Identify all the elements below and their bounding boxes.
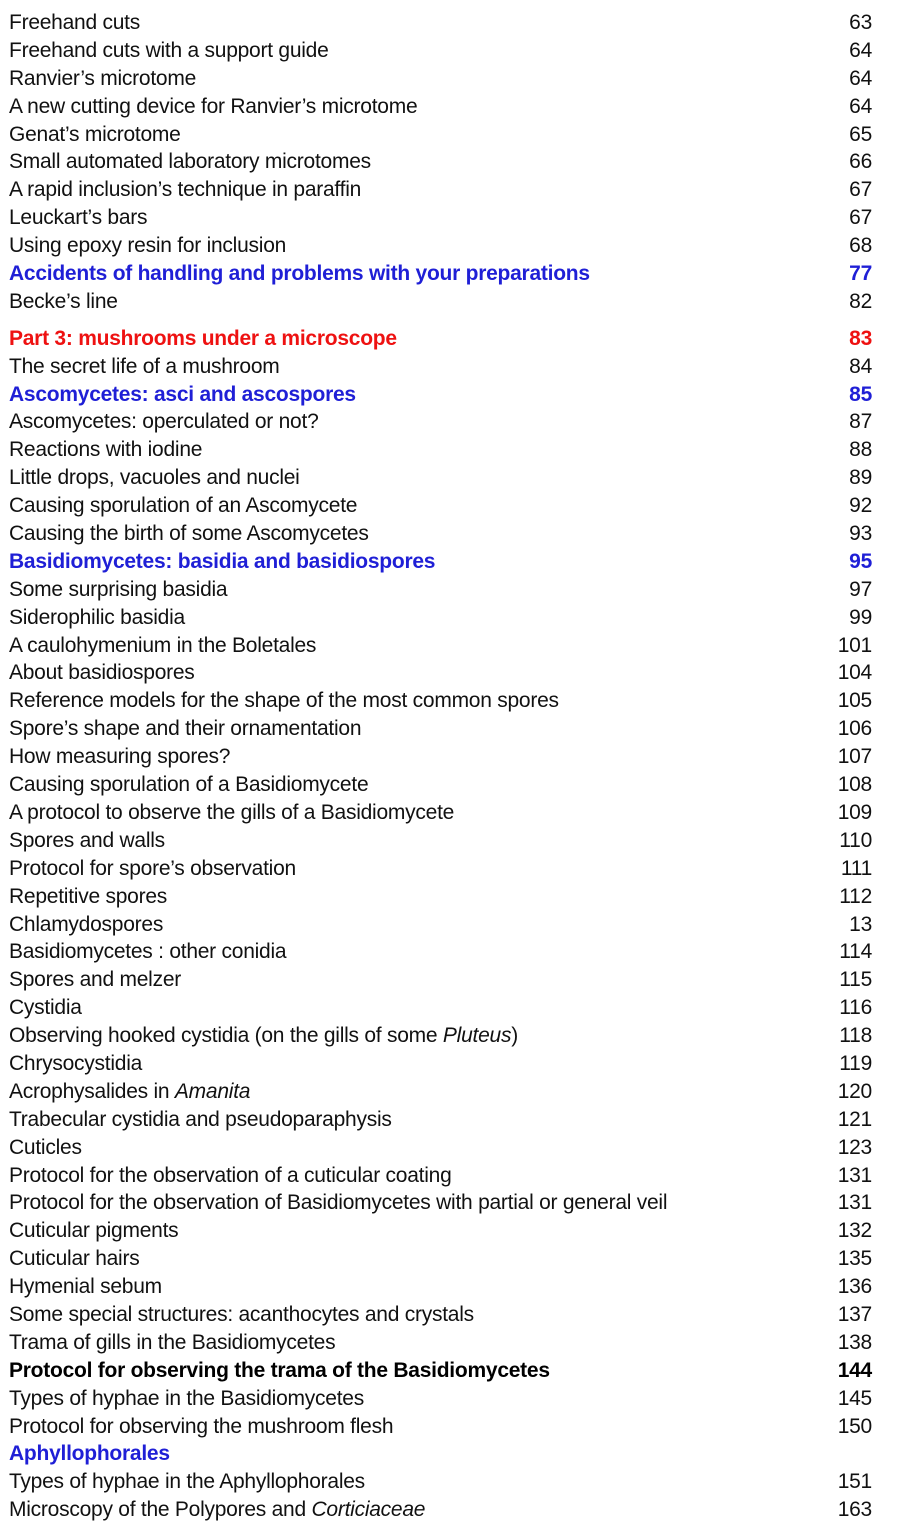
toc-entry-page: 85 — [849, 382, 872, 406]
toc-entry-page: 118 — [839, 1024, 872, 1048]
toc-entry-title-text: Leuckart’s bars — [9, 206, 148, 230]
toc-entry-page: 111 — [840, 856, 872, 880]
toc-entry — [9, 966, 872, 994]
toc-entry-title-text: Cuticular hairs — [9, 1247, 140, 1271]
toc-entry-title — [9, 1217, 178, 1245]
toc-entry — [9, 799, 872, 827]
toc-entry-title — [9, 464, 300, 492]
toc-entry — [9, 1078, 872, 1106]
toc-entry-title — [9, 1413, 393, 1441]
toc-entry-title-italic: Pluteus — [442, 1024, 512, 1048]
toc-entry — [9, 743, 872, 771]
toc-entry — [9, 576, 872, 604]
toc-entry-title-text: Types of hyphae in the Aphyllophorales — [9, 1470, 365, 1494]
toc-entry-title — [9, 1106, 392, 1134]
toc-entry-title-text: Repetitive spores — [9, 884, 167, 908]
toc-entry — [9, 1217, 872, 1245]
toc-entry-page: 89 — [849, 466, 872, 490]
toc-entry-title-text: Little drops, vacuoles and nuclei — [9, 466, 300, 490]
toc-entry-title — [9, 1022, 518, 1050]
toc-entry-title — [9, 1385, 364, 1413]
toc-entry — [9, 492, 872, 520]
toc-entry-page: 121 — [837, 1107, 872, 1131]
toc-entry-title-text: Ascomycetes: asci and ascospores — [9, 382, 356, 406]
toc-entry-page: 95 — [849, 549, 872, 573]
toc-entry-title-text: Reference models for the shape of the most common spores — [9, 689, 559, 713]
toc-entry-title-text: Chlamydospores — [9, 912, 164, 936]
toc-entry-title-text: Accidents of handling and problems with your preparations — [9, 262, 590, 286]
toc-entry — [9, 204, 872, 232]
toc-entry-title-text: Basidiomycetes: basidia and basidiospores — [9, 549, 436, 573]
toc-entry — [9, 548, 872, 576]
toc-entry-title-text: Spore’s shape and their ornamentation — [9, 717, 362, 741]
toc-entry — [9, 1134, 872, 1162]
toc-entry — [9, 65, 872, 93]
toc-entry — [9, 353, 872, 381]
toc-entry-title-text: Cuticular pigments — [9, 1219, 179, 1243]
toc-entry-page: 112 — [839, 884, 872, 908]
toc-entry-page: 116 — [839, 996, 872, 1020]
toc-entry-title-text: Protocol for observing the mushroom flesh — [9, 1414, 394, 1438]
toc-entry-page: 104 — [837, 661, 872, 685]
toc-entry-title-text: Small automated laboratory microtomes — [9, 150, 371, 174]
toc-entry-title-text: Causing sporulation of a Basidiomycete — [9, 773, 369, 797]
toc-entry — [9, 994, 872, 1022]
toc-entry — [9, 1329, 872, 1357]
toc-entry-title — [9, 1301, 474, 1329]
toc-entry — [9, 9, 872, 37]
toc-entry-page: 65 — [849, 122, 872, 146]
toc-entry-title — [9, 260, 590, 288]
toc-entry — [9, 436, 872, 464]
toc-entry — [9, 1468, 872, 1496]
toc-entry-title-text: Some special structures: acanthocytes and crystals — [9, 1302, 474, 1326]
toc-entry — [9, 288, 872, 316]
toc-entry — [9, 1357, 872, 1385]
toc-entry-title-text: Protocol for spore’s observation — [9, 856, 296, 880]
toc-entry-title — [9, 492, 357, 520]
toc-entry-title-text: Types of hyphae in the Basidiomycetes — [9, 1386, 364, 1410]
toc-entry-title-text: Cuticles — [9, 1135, 82, 1159]
toc-entry-title — [9, 65, 196, 93]
toc-entry-title-text: Spores and melzer — [9, 968, 182, 992]
toc-entry-title — [9, 576, 227, 604]
toc-entry — [9, 1189, 872, 1217]
toc-entry-title — [9, 632, 316, 660]
toc-entry-title — [9, 325, 397, 353]
toc-entry — [9, 1496, 872, 1524]
toc-entry-title — [9, 232, 286, 260]
toc-entry-title — [9, 9, 140, 37]
toc-entry-title — [9, 288, 118, 316]
toc-entry-page: 77 — [849, 262, 872, 286]
toc-entry-title — [9, 1357, 550, 1385]
toc-entry-title-text: Basidiomycetes : other conidia — [9, 940, 287, 964]
toc-entry-title — [9, 1050, 142, 1078]
toc-entry-title-italic: Amanita — [174, 1079, 251, 1103]
toc-entry-title-text: About basidiospores — [9, 661, 195, 685]
toc-entry-page: 13 — [849, 912, 872, 936]
toc-entry-title-text: Genat’s microtome — [9, 122, 181, 146]
toc-entry — [9, 938, 872, 966]
toc-entry — [9, 1440, 872, 1468]
toc-entry — [9, 408, 872, 436]
toc-entry — [9, 121, 872, 149]
toc-entry-title-text: Aphyllophorales — [9, 1442, 170, 1466]
toc-entry-title-text: Causing the birth of some Ascomycetes — [9, 522, 369, 546]
toc-entry-title-text: A caulohymenium in the Boletales — [9, 633, 317, 657]
toc-entry — [9, 1050, 872, 1078]
toc-entry-title-text: Reactions with iodine — [9, 438, 203, 462]
toc-entry-title — [9, 659, 195, 687]
toc-entry — [9, 520, 872, 548]
toc-entry-page: 64 — [849, 94, 872, 118]
toc-entry-title — [9, 1078, 250, 1106]
toc-entry-title — [9, 855, 296, 883]
toc-entry — [9, 1413, 872, 1441]
toc-entry-page: 63 — [849, 11, 872, 34]
toc-entry-page: 83 — [849, 326, 872, 350]
toc-entry-title-text: Causing sporulation of an Ascomycete — [9, 494, 358, 518]
toc-entry — [9, 325, 872, 353]
toc-entry-title-text: Ascomycetes: operculated or not? — [9, 410, 319, 434]
toc-entry-page: 109 — [837, 800, 872, 824]
toc-entry — [9, 883, 872, 911]
toc-entry-page: 67 — [849, 206, 872, 230]
toc-entry-page: 137 — [837, 1302, 872, 1326]
toc-entry — [9, 687, 872, 715]
toc-entry-page: 119 — [839, 1051, 872, 1075]
toc-entry — [9, 604, 872, 632]
toc-entry-page: 150 — [837, 1414, 872, 1438]
toc-entry-title-text: A protocol to observe the gills of a Basidiomycete — [9, 800, 455, 824]
toc-entry-title — [9, 1245, 139, 1273]
toc-entry — [9, 148, 872, 176]
toc-entry — [9, 1273, 872, 1301]
toc-entry — [9, 232, 872, 260]
toc-entry-title-suffix: ) — [511, 1024, 518, 1048]
toc-entry-title — [9, 743, 230, 771]
toc-entry — [9, 37, 872, 65]
toc-entry-title-text: Protocol for the observation of a cuticular coating — [9, 1163, 452, 1187]
toc-entry-page: 101 — [837, 633, 872, 657]
toc-entry-page: 115 — [839, 968, 872, 992]
table-of-contents — [9, 9, 872, 1524]
toc-entry-page: 87 — [849, 410, 872, 434]
toc-entry-title-text: Acrophysalides in — [9, 1079, 175, 1103]
toc-entry-title-text: How measuring spores? — [9, 745, 231, 769]
toc-entry-title — [9, 1468, 365, 1496]
toc-entry-title — [9, 121, 181, 149]
toc-entry-title — [9, 938, 286, 966]
toc-entry-page: 132 — [837, 1219, 872, 1243]
toc-entry-title-text: Microscopy of the Polypores and — [9, 1498, 312, 1522]
toc-entry-title — [9, 1496, 425, 1524]
toc-entry — [9, 827, 872, 855]
toc-entry — [9, 659, 872, 687]
toc-entry-title-text: Trabecular cystidia and pseudoparaphysis — [9, 1107, 392, 1131]
toc-entry-title-text: Freehand cuts with a support guide — [9, 38, 329, 62]
toc-entry-title — [9, 994, 82, 1022]
toc-entry-title — [9, 436, 202, 464]
toc-entry — [9, 464, 872, 492]
toc-entry-page: 123 — [837, 1135, 872, 1159]
toc-entry-title-text: Ranvier’s microtome — [9, 66, 197, 90]
toc-entry — [9, 93, 872, 121]
toc-entry-title-text: Freehand cuts — [9, 11, 140, 34]
toc-entry — [9, 1385, 872, 1413]
toc-entry-page: 105 — [837, 689, 872, 713]
toc-entry-title — [9, 1189, 667, 1217]
toc-entry-title — [9, 1329, 335, 1357]
toc-entry-title-italic: Corticiaceae — [311, 1498, 426, 1522]
toc-entry — [9, 632, 872, 660]
toc-entry-page: 88 — [849, 438, 872, 462]
toc-entry-title-text: Trama of gills in the Basidiomycetes — [9, 1330, 336, 1354]
toc-entry-title-text: Cystidia — [9, 996, 82, 1020]
toc-entry-title — [9, 966, 181, 994]
toc-entry-title-text: Using epoxy resin for inclusion — [9, 234, 287, 258]
toc-entry-title-text: Chrysocystidia — [9, 1051, 143, 1075]
toc-entry-page: 131 — [837, 1191, 872, 1215]
toc-entry — [9, 1162, 872, 1190]
toc-entry-title — [9, 799, 454, 827]
toc-entry-title-text: The secret life of a mushroom — [9, 354, 280, 378]
toc-entry — [9, 176, 872, 204]
toc-entry-title — [9, 37, 329, 65]
toc-entry-page: 64 — [849, 38, 872, 62]
toc-entry-page: 136 — [837, 1275, 872, 1299]
toc-entry-title-text: Protocol for the observation of Basidiomycetes with partial or general veil — [9, 1191, 668, 1215]
toc-entry-page: 135 — [837, 1247, 872, 1271]
toc-entry-page: 144 — [837, 1358, 872, 1382]
toc-entry-title-text: Some surprising basidia — [9, 577, 228, 601]
toc-entry-title-text: Hymenial sebum — [9, 1275, 162, 1299]
toc-entry-title-text: Becke’s line — [9, 289, 118, 313]
toc-entry-title — [9, 1162, 452, 1190]
toc-entry — [9, 1022, 872, 1050]
toc-entry-page: 107 — [837, 745, 872, 769]
toc-entry-page: 151 — [837, 1470, 872, 1494]
toc-entry — [9, 911, 872, 939]
toc-entry-title — [9, 1440, 170, 1468]
toc-entry-title — [9, 93, 417, 121]
toc-entry — [9, 771, 872, 799]
toc-entry-page: 110 — [839, 828, 872, 852]
toc-entry — [9, 1106, 872, 1134]
toc-entry — [9, 715, 872, 743]
toc-entry — [9, 260, 872, 288]
toc-entry-page: 145 — [837, 1386, 872, 1410]
toc-entry-title-text: Part 3: mushrooms under a microscope — [9, 326, 397, 350]
toc-entry-page: 108 — [837, 773, 872, 797]
toc-entry-title-text: Siderophilic basidia — [9, 605, 185, 629]
toc-entry-title — [9, 911, 163, 939]
toc-entry-title — [9, 604, 185, 632]
toc-entry-title — [9, 827, 165, 855]
toc-entry-title — [9, 148, 371, 176]
toc-entry-title — [9, 408, 319, 436]
toc-entry-page: 138 — [837, 1330, 872, 1354]
toc-entry — [9, 1245, 872, 1273]
toc-entry-page: 114 — [839, 940, 872, 964]
toc-entry-title — [9, 353, 280, 381]
toc-entry-title — [9, 176, 361, 204]
toc-entry-page: 84 — [849, 354, 872, 378]
toc-entry-title-text: Observing hooked cystidia (on the gills of some — [9, 1024, 443, 1048]
toc-entry-title — [9, 204, 147, 232]
toc-entry-page: 93 — [849, 522, 872, 546]
toc-entry-page: 106 — [837, 717, 872, 741]
toc-entry-page: 120 — [837, 1079, 872, 1103]
toc-entry — [9, 855, 872, 883]
toc-entry-title — [9, 883, 167, 911]
toc-entry — [9, 1301, 872, 1329]
toc-entry-title-text: Protocol for observing the trama of the Basidiomycetes — [9, 1358, 550, 1382]
toc-entry-page: 99 — [849, 605, 872, 629]
toc-entry-title — [9, 687, 559, 715]
toc-entry-title — [9, 548, 435, 576]
toc-entry-page: 64 — [849, 66, 872, 90]
toc-entry-page: 163 — [837, 1498, 872, 1522]
toc-entry-page: 66 — [849, 150, 872, 174]
toc-entry-title — [9, 520, 369, 548]
toc-entry-title — [9, 715, 361, 743]
toc-entry-title — [9, 771, 368, 799]
toc-entry-title-text: Spores and walls — [9, 828, 165, 852]
toc-entry-page: 67 — [849, 178, 872, 202]
toc-entry-page: 92 — [849, 494, 872, 518]
toc-entry-page: 68 — [849, 234, 872, 258]
toc-entry-title — [9, 1273, 162, 1301]
toc-entry-page: 131 — [837, 1163, 872, 1187]
toc-entry-title — [9, 1134, 82, 1162]
toc-entry-title-text: A new cutting device for Ranvier’s microtome — [9, 94, 418, 118]
toc-entry-page: 82 — [849, 289, 872, 313]
toc-entry-page: 97 — [849, 577, 872, 601]
toc-entry-title-text: A rapid inclusion’s technique in paraffin — [9, 178, 362, 202]
toc-entry — [9, 381, 872, 409]
toc-entry-title — [9, 381, 356, 409]
